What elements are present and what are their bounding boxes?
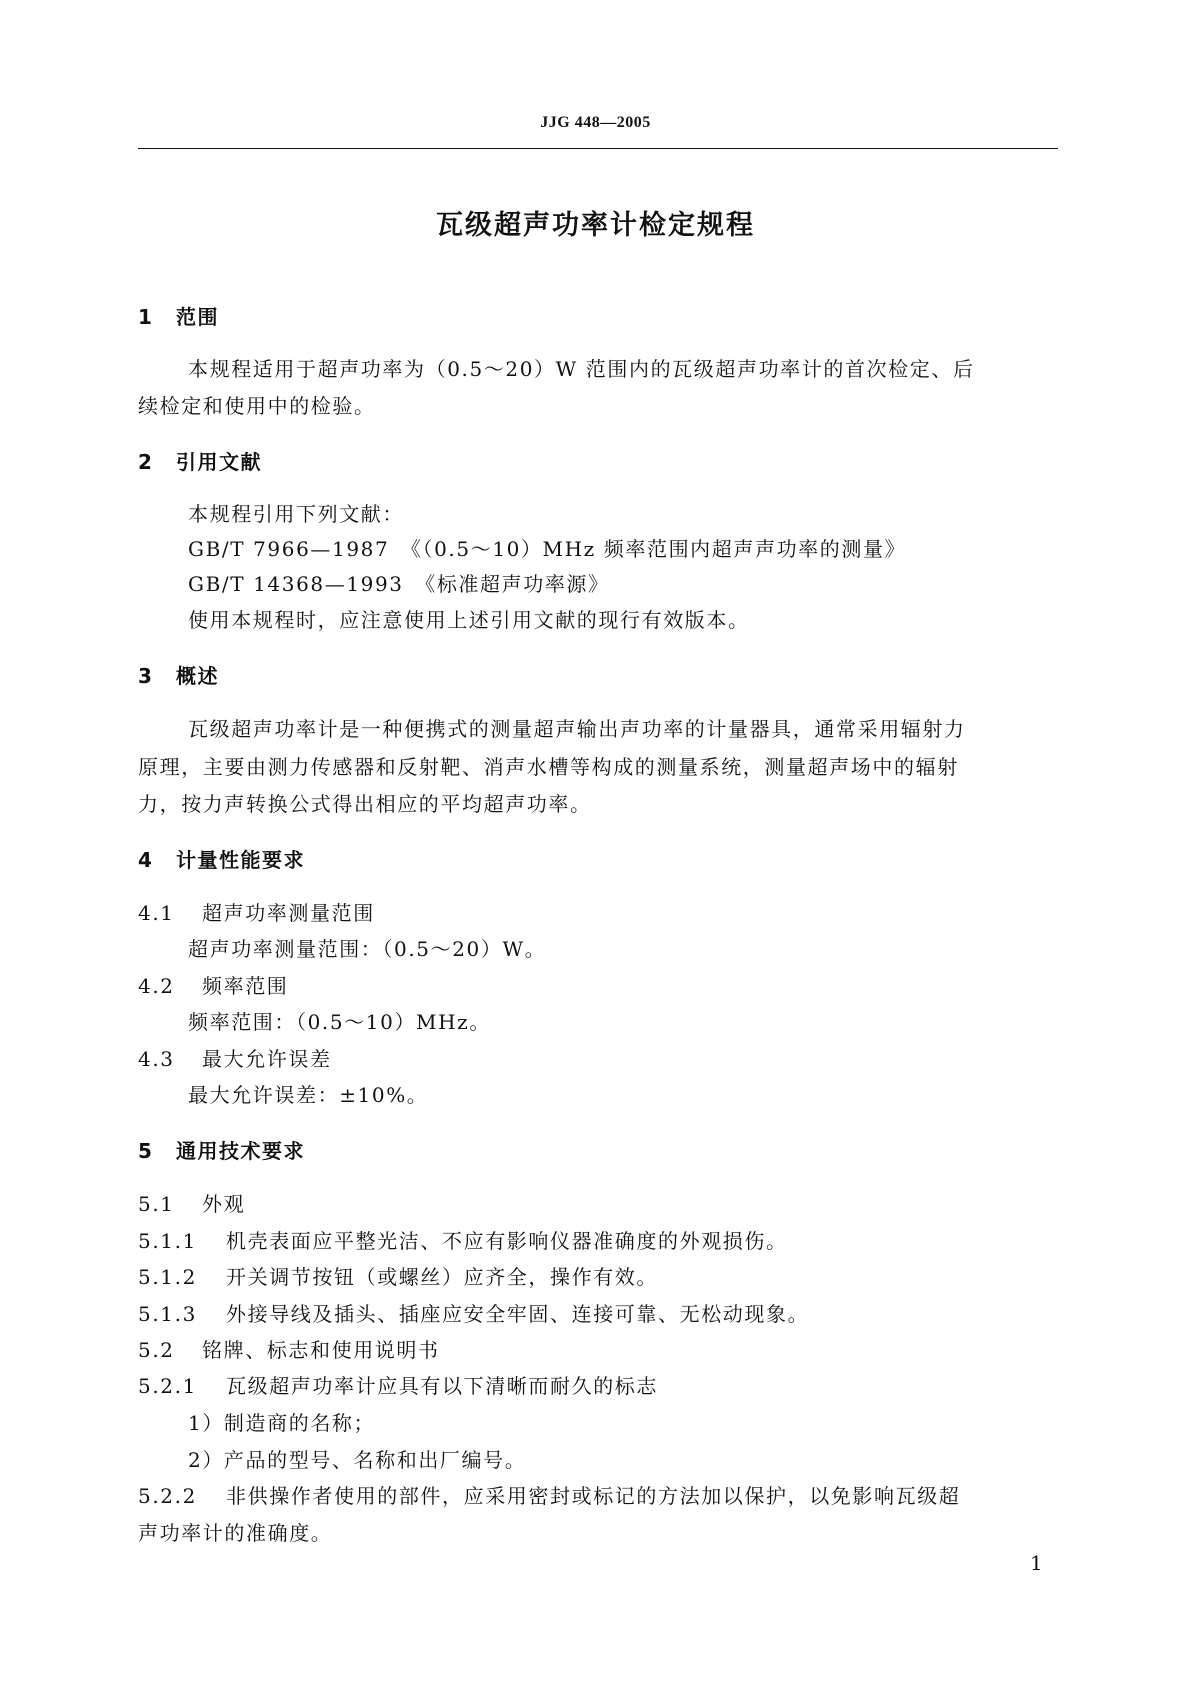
clause-4-3-heading: 4.3 最大允许误差 bbox=[138, 1047, 332, 1071]
clause-4-3-body: 最大允许误差：±10%。 bbox=[188, 1083, 429, 1107]
clause-4-1-heading: 4.1 超声功率测量范围 bbox=[138, 901, 375, 925]
list-item: 1）制造商的名称； bbox=[188, 1411, 376, 1435]
references-note: 使用本规程时，应注意使用上述引用文献的现行有效版本。 bbox=[188, 608, 750, 632]
section-4-heading: 4 计量性能要求 bbox=[138, 848, 305, 872]
scope-paragraph-line-2: 续检定和使用中的检验。 bbox=[138, 394, 376, 418]
clause-4-2-heading: 4.2 频率范围 bbox=[138, 974, 289, 998]
section-3-heading: 3 概述 bbox=[138, 664, 219, 688]
overview-paragraph-line-1: 瓦级超声功率计是一种便携式的测量超声输出声功率的计量器具，通常采用辐射力 bbox=[188, 717, 966, 741]
scope-paragraph-line-1: 本规程适用于超声功率为（0.5～20）W 范围内的瓦级超声功率计的首次检定、后 bbox=[188, 357, 975, 381]
page-number: 1 bbox=[1030, 1551, 1043, 1575]
document-code-header: JJG 448—2005 bbox=[540, 114, 651, 131]
section-1-heading: 1 范围 bbox=[138, 305, 219, 329]
header-rule bbox=[138, 148, 1058, 149]
overview-paragraph-line-2: 原理，主要由测力传感器和反射靶、消声水槽等构成的测量系统，测量超声场中的辐射 bbox=[138, 755, 959, 779]
references-intro: 本规程引用下列文献： bbox=[188, 502, 404, 526]
clause-5-2-1: 5.2.1 瓦级超声功率计应具有以下清晰而耐久的标志 bbox=[138, 1374, 658, 1398]
clause-4-1-body: 超声功率测量范围：（0.5～20）W。 bbox=[188, 937, 547, 961]
reference-gbt-14368: GB/T 14368—1993 《标准超声功率源》 bbox=[188, 572, 610, 596]
section-2-heading: 2 引用文献 bbox=[138, 450, 262, 474]
overview-paragraph-line-3: 力，按力声转换公式得出相应的平均超声功率。 bbox=[138, 792, 592, 816]
clause-5-2-2-line-2: 声功率计的准确度。 bbox=[138, 1521, 333, 1545]
section-5-heading: 5 通用技术要求 bbox=[138, 1139, 305, 1163]
clause-5-1-2: 5.1.2 开关调节按钮（或螺丝）应齐全，操作有效。 bbox=[138, 1265, 658, 1289]
list-item: 2）产品的型号、名称和出厂编号。 bbox=[188, 1448, 527, 1472]
clause-5-1-3: 5.1.3 外接导线及插头、插座应安全牢固、连接可靠、无松动现象。 bbox=[138, 1302, 810, 1326]
clause-4-2-body: 频率范围：（0.5～10）MHz。 bbox=[188, 1010, 491, 1034]
clause-5-2-heading: 5.2 铭牌、标志和使用说明书 bbox=[138, 1338, 440, 1362]
clause-5-1-heading: 5.1 外观 bbox=[138, 1192, 246, 1216]
clause-5-1-1: 5.1.1 机壳表面应平整光洁、不应有影响仪器准确度的外观损伤。 bbox=[138, 1229, 788, 1253]
clause-5-2-2-line-1: 5.2.2 非供操作者使用的部件，应采用密封或标记的方法加以保护，以免影响瓦级超 bbox=[138, 1484, 961, 1508]
reference-gbt-7966: GB/T 7966—1987 《（0.5～10）MHz 频率范围内超声声功率的测量》 bbox=[188, 537, 907, 561]
document-title: 瓦级超声功率计检定规程 bbox=[436, 210, 755, 241]
